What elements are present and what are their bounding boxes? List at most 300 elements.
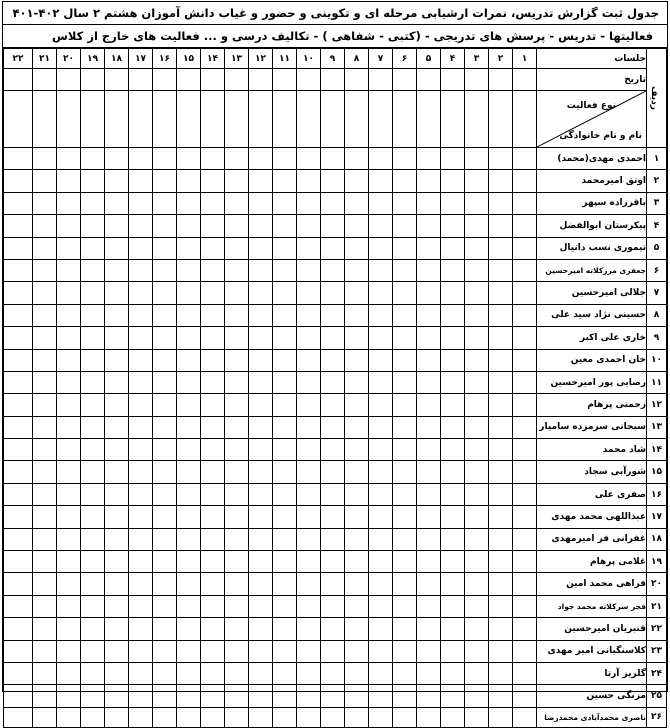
student-6-session-22-cell[interactable] xyxy=(4,259,33,281)
student-26-session-4-cell[interactable] xyxy=(441,707,465,727)
student-24-session-4-cell[interactable] xyxy=(441,662,465,684)
student-21-session-9-cell[interactable] xyxy=(321,595,345,617)
student-22-session-10-cell[interactable] xyxy=(297,618,321,640)
student-2-session-10-cell[interactable] xyxy=(297,170,321,192)
student-13-session-8-cell[interactable] xyxy=(345,416,369,438)
student-8-session-18-cell[interactable] xyxy=(105,304,129,326)
student-13-session-17-cell[interactable] xyxy=(129,416,153,438)
student-18-session-8-cell[interactable] xyxy=(345,528,369,550)
date-session-14-cell[interactable] xyxy=(201,69,225,91)
student-2-session-9-cell[interactable] xyxy=(321,170,345,192)
student-2-session-11-cell[interactable] xyxy=(273,170,297,192)
student-10-session-2-cell[interactable] xyxy=(489,349,513,371)
student-4-session-12-cell[interactable] xyxy=(249,215,273,237)
student-22-session-5-cell[interactable] xyxy=(417,618,441,640)
student-19-session-13-cell[interactable] xyxy=(225,551,249,573)
student-2-session-1-cell[interactable] xyxy=(513,170,537,192)
student-20-session-3-cell[interactable] xyxy=(465,573,489,595)
student-7-session-8-cell[interactable] xyxy=(345,282,369,304)
student-8-session-15-cell[interactable] xyxy=(177,304,201,326)
student-14-session-21-cell[interactable] xyxy=(33,439,57,461)
student-8-session-19-cell[interactable] xyxy=(81,304,105,326)
student-24-session-9-cell[interactable] xyxy=(321,662,345,684)
student-4-session-2-cell[interactable] xyxy=(489,215,513,237)
student-6-session-6-cell[interactable] xyxy=(393,259,417,281)
student-19-session-7-cell[interactable] xyxy=(369,551,393,573)
student-9-session-3-cell[interactable] xyxy=(465,327,489,349)
student-11-session-12-cell[interactable] xyxy=(249,371,273,393)
student-13-session-5-cell[interactable] xyxy=(417,416,441,438)
student-6-session-17-cell[interactable] xyxy=(129,259,153,281)
student-1-session-7-cell[interactable] xyxy=(369,148,393,170)
student-21-session-21-cell[interactable] xyxy=(33,595,57,617)
student-22-session-4-cell[interactable] xyxy=(441,618,465,640)
student-20-session-17-cell[interactable] xyxy=(129,573,153,595)
student-5-session-12-cell[interactable] xyxy=(249,237,273,259)
date-session-11-cell[interactable] xyxy=(273,69,297,91)
student-11-session-13-cell[interactable] xyxy=(225,371,249,393)
student-3-session-9-cell[interactable] xyxy=(321,192,345,214)
student-23-session-8-cell[interactable] xyxy=(345,640,369,662)
student-26-session-3-cell[interactable] xyxy=(465,707,489,727)
student-5-session-16-cell[interactable] xyxy=(153,237,177,259)
student-14-session-15-cell[interactable] xyxy=(177,439,201,461)
student-18-session-15-cell[interactable] xyxy=(177,528,201,550)
student-24-session-2-cell[interactable] xyxy=(489,662,513,684)
student-22-session-1-cell[interactable] xyxy=(513,618,537,640)
student-23-session-10-cell[interactable] xyxy=(297,640,321,662)
student-18-session-9-cell[interactable] xyxy=(321,528,345,550)
student-12-session-9-cell[interactable] xyxy=(321,394,345,416)
student-8-session-16-cell[interactable] xyxy=(153,304,177,326)
student-1-session-2-cell[interactable] xyxy=(489,148,513,170)
student-5-session-5-cell[interactable] xyxy=(417,237,441,259)
student-8-session-9-cell[interactable] xyxy=(321,304,345,326)
student-6-session-9-cell[interactable] xyxy=(321,259,345,281)
student-9-session-19-cell[interactable] xyxy=(81,327,105,349)
student-17-session-5-cell[interactable] xyxy=(417,506,441,528)
student-14-session-14-cell[interactable] xyxy=(201,439,225,461)
student-4-session-3-cell[interactable] xyxy=(465,215,489,237)
student-14-session-12-cell[interactable] xyxy=(249,439,273,461)
student-15-session-10-cell[interactable] xyxy=(297,461,321,483)
student-15-session-8-cell[interactable] xyxy=(345,461,369,483)
student-18-session-13-cell[interactable] xyxy=(225,528,249,550)
student-22-session-22-cell[interactable] xyxy=(4,618,33,640)
student-12-session-2-cell[interactable] xyxy=(489,394,513,416)
student-7-session-19-cell[interactable] xyxy=(81,282,105,304)
student-5-session-9-cell[interactable] xyxy=(321,237,345,259)
student-21-session-1-cell[interactable] xyxy=(513,595,537,617)
student-8-session-6-cell[interactable] xyxy=(393,304,417,326)
student-4-session-5-cell[interactable] xyxy=(417,215,441,237)
student-25-session-6-cell[interactable] xyxy=(393,685,417,707)
student-7-session-13-cell[interactable] xyxy=(225,282,249,304)
student-19-session-11-cell[interactable] xyxy=(273,551,297,573)
student-12-session-1-cell[interactable] xyxy=(513,394,537,416)
student-18-session-6-cell[interactable] xyxy=(393,528,417,550)
date-session-18-cell[interactable] xyxy=(105,69,129,91)
student-10-session-5-cell[interactable] xyxy=(417,349,441,371)
student-24-session-20-cell[interactable] xyxy=(57,662,81,684)
student-17-session-3-cell[interactable] xyxy=(465,506,489,528)
date-session-5-cell[interactable] xyxy=(417,69,441,91)
student-25-session-7-cell[interactable] xyxy=(369,685,393,707)
student-16-session-16-cell[interactable] xyxy=(153,483,177,505)
student-16-session-15-cell[interactable] xyxy=(177,483,201,505)
student-10-session-8-cell[interactable] xyxy=(345,349,369,371)
student-5-session-10-cell[interactable] xyxy=(297,237,321,259)
student-26-session-5-cell[interactable] xyxy=(417,707,441,727)
student-25-session-17-cell[interactable] xyxy=(129,685,153,707)
student-1-session-14-cell[interactable] xyxy=(201,148,225,170)
student-4-session-15-cell[interactable] xyxy=(177,215,201,237)
student-15-session-20-cell[interactable] xyxy=(57,461,81,483)
student-23-session-11-cell[interactable] xyxy=(273,640,297,662)
student-20-session-2-cell[interactable] xyxy=(489,573,513,595)
student-5-session-8-cell[interactable] xyxy=(345,237,369,259)
student-2-session-2-cell[interactable] xyxy=(489,170,513,192)
student-21-session-18-cell[interactable] xyxy=(105,595,129,617)
student-22-session-13-cell[interactable] xyxy=(225,618,249,640)
student-10-session-6-cell[interactable] xyxy=(393,349,417,371)
student-4-session-14-cell[interactable] xyxy=(201,215,225,237)
student-25-session-21-cell[interactable] xyxy=(33,685,57,707)
activity-type-session-2-cell[interactable] xyxy=(489,91,513,148)
student-3-session-10-cell[interactable] xyxy=(297,192,321,214)
student-25-session-9-cell[interactable] xyxy=(321,685,345,707)
student-20-session-6-cell[interactable] xyxy=(393,573,417,595)
student-8-session-7-cell[interactable] xyxy=(369,304,393,326)
student-5-session-3-cell[interactable] xyxy=(465,237,489,259)
activity-type-session-18-cell[interactable] xyxy=(105,91,129,148)
student-20-session-9-cell[interactable] xyxy=(321,573,345,595)
student-1-session-17-cell[interactable] xyxy=(129,148,153,170)
student-8-session-20-cell[interactable] xyxy=(57,304,81,326)
student-2-session-17-cell[interactable] xyxy=(129,170,153,192)
student-1-session-16-cell[interactable] xyxy=(153,148,177,170)
student-8-session-5-cell[interactable] xyxy=(417,304,441,326)
student-16-session-7-cell[interactable] xyxy=(369,483,393,505)
student-21-session-13-cell[interactable] xyxy=(225,595,249,617)
student-8-session-4-cell[interactable] xyxy=(441,304,465,326)
student-9-session-16-cell[interactable] xyxy=(153,327,177,349)
student-13-session-1-cell[interactable] xyxy=(513,416,537,438)
student-19-session-14-cell[interactable] xyxy=(201,551,225,573)
student-4-session-22-cell[interactable] xyxy=(4,215,33,237)
student-26-session-1-cell[interactable] xyxy=(513,707,537,727)
student-9-session-13-cell[interactable] xyxy=(225,327,249,349)
date-session-20-cell[interactable] xyxy=(57,69,81,91)
student-17-session-2-cell[interactable] xyxy=(489,506,513,528)
student-24-session-5-cell[interactable] xyxy=(417,662,441,684)
student-6-session-8-cell[interactable] xyxy=(345,259,369,281)
student-8-session-3-cell[interactable] xyxy=(465,304,489,326)
student-23-session-7-cell[interactable] xyxy=(369,640,393,662)
student-15-session-13-cell[interactable] xyxy=(225,461,249,483)
student-11-session-15-cell[interactable] xyxy=(177,371,201,393)
student-16-session-18-cell[interactable] xyxy=(105,483,129,505)
student-20-session-21-cell[interactable] xyxy=(33,573,57,595)
student-5-session-14-cell[interactable] xyxy=(201,237,225,259)
student-14-session-20-cell[interactable] xyxy=(57,439,81,461)
student-3-session-14-cell[interactable] xyxy=(201,192,225,214)
student-25-session-20-cell[interactable] xyxy=(57,685,81,707)
student-1-session-10-cell[interactable] xyxy=(297,148,321,170)
student-12-session-17-cell[interactable] xyxy=(129,394,153,416)
student-14-session-19-cell[interactable] xyxy=(81,439,105,461)
student-20-session-16-cell[interactable] xyxy=(153,573,177,595)
student-16-session-17-cell[interactable] xyxy=(129,483,153,505)
student-1-session-11-cell[interactable] xyxy=(273,148,297,170)
student-1-session-22-cell[interactable] xyxy=(4,148,33,170)
student-14-session-22-cell[interactable] xyxy=(4,439,33,461)
student-10-session-7-cell[interactable] xyxy=(369,349,393,371)
student-9-session-1-cell[interactable] xyxy=(513,327,537,349)
student-23-session-17-cell[interactable] xyxy=(129,640,153,662)
student-1-session-9-cell[interactable] xyxy=(321,148,345,170)
student-17-session-11-cell[interactable] xyxy=(273,506,297,528)
activity-type-session-8-cell[interactable] xyxy=(345,91,369,148)
student-18-session-5-cell[interactable] xyxy=(417,528,441,550)
student-17-session-4-cell[interactable] xyxy=(441,506,465,528)
student-9-session-22-cell[interactable] xyxy=(4,327,33,349)
student-18-session-20-cell[interactable] xyxy=(57,528,81,550)
student-11-session-16-cell[interactable] xyxy=(153,371,177,393)
student-16-session-3-cell[interactable] xyxy=(465,483,489,505)
student-12-session-8-cell[interactable] xyxy=(345,394,369,416)
student-23-session-5-cell[interactable] xyxy=(417,640,441,662)
student-2-session-15-cell[interactable] xyxy=(177,170,201,192)
student-2-session-14-cell[interactable] xyxy=(201,170,225,192)
student-17-session-9-cell[interactable] xyxy=(321,506,345,528)
student-25-session-12-cell[interactable] xyxy=(249,685,273,707)
student-9-session-5-cell[interactable] xyxy=(417,327,441,349)
student-14-session-13-cell[interactable] xyxy=(225,439,249,461)
student-13-session-6-cell[interactable] xyxy=(393,416,417,438)
student-26-session-13-cell[interactable] xyxy=(225,707,249,727)
student-2-session-20-cell[interactable] xyxy=(57,170,81,192)
student-1-session-20-cell[interactable] xyxy=(57,148,81,170)
student-24-session-1-cell[interactable] xyxy=(513,662,537,684)
student-2-session-19-cell[interactable] xyxy=(81,170,105,192)
student-6-session-7-cell[interactable] xyxy=(369,259,393,281)
student-21-session-19-cell[interactable] xyxy=(81,595,105,617)
student-11-session-17-cell[interactable] xyxy=(129,371,153,393)
student-19-session-16-cell[interactable] xyxy=(153,551,177,573)
student-23-session-6-cell[interactable] xyxy=(393,640,417,662)
student-9-session-10-cell[interactable] xyxy=(297,327,321,349)
date-session-9-cell[interactable] xyxy=(321,69,345,91)
student-15-session-14-cell[interactable] xyxy=(201,461,225,483)
student-18-session-4-cell[interactable] xyxy=(441,528,465,550)
activity-type-session-15-cell[interactable] xyxy=(177,91,201,148)
student-10-session-9-cell[interactable] xyxy=(321,349,345,371)
student-19-session-6-cell[interactable] xyxy=(393,551,417,573)
student-14-session-8-cell[interactable] xyxy=(345,439,369,461)
student-11-session-18-cell[interactable] xyxy=(105,371,129,393)
student-24-session-11-cell[interactable] xyxy=(273,662,297,684)
student-21-session-7-cell[interactable] xyxy=(369,595,393,617)
student-8-session-13-cell[interactable] xyxy=(225,304,249,326)
student-25-session-2-cell[interactable] xyxy=(489,685,513,707)
student-20-session-7-cell[interactable] xyxy=(369,573,393,595)
student-3-session-20-cell[interactable] xyxy=(57,192,81,214)
student-25-session-15-cell[interactable] xyxy=(177,685,201,707)
student-10-session-21-cell[interactable] xyxy=(33,349,57,371)
student-21-session-3-cell[interactable] xyxy=(465,595,489,617)
student-23-session-3-cell[interactable] xyxy=(465,640,489,662)
activity-type-session-1-cell[interactable] xyxy=(513,91,537,148)
student-18-session-22-cell[interactable] xyxy=(4,528,33,550)
activity-type-session-22-cell[interactable] xyxy=(4,91,33,148)
student-20-session-18-cell[interactable] xyxy=(105,573,129,595)
student-11-session-20-cell[interactable] xyxy=(57,371,81,393)
student-13-session-4-cell[interactable] xyxy=(441,416,465,438)
date-session-4-cell[interactable] xyxy=(441,69,465,91)
student-18-session-3-cell[interactable] xyxy=(465,528,489,550)
date-session-6-cell[interactable] xyxy=(393,69,417,91)
student-13-session-10-cell[interactable] xyxy=(297,416,321,438)
student-12-session-7-cell[interactable] xyxy=(369,394,393,416)
student-16-session-20-cell[interactable] xyxy=(57,483,81,505)
student-21-session-5-cell[interactable] xyxy=(417,595,441,617)
student-17-session-1-cell[interactable] xyxy=(513,506,537,528)
student-15-session-21-cell[interactable] xyxy=(33,461,57,483)
student-15-session-19-cell[interactable] xyxy=(81,461,105,483)
student-15-session-6-cell[interactable] xyxy=(393,461,417,483)
student-15-session-12-cell[interactable] xyxy=(249,461,273,483)
student-9-session-11-cell[interactable] xyxy=(273,327,297,349)
student-22-session-20-cell[interactable] xyxy=(57,618,81,640)
student-12-session-22-cell[interactable] xyxy=(4,394,33,416)
student-8-session-22-cell[interactable] xyxy=(4,304,33,326)
student-3-session-13-cell[interactable] xyxy=(225,192,249,214)
student-24-session-12-cell[interactable] xyxy=(249,662,273,684)
student-7-session-10-cell[interactable] xyxy=(297,282,321,304)
student-9-session-20-cell[interactable] xyxy=(57,327,81,349)
student-6-session-14-cell[interactable] xyxy=(201,259,225,281)
student-10-session-17-cell[interactable] xyxy=(129,349,153,371)
student-8-session-17-cell[interactable] xyxy=(129,304,153,326)
student-10-session-14-cell[interactable] xyxy=(201,349,225,371)
student-2-session-22-cell[interactable] xyxy=(4,170,33,192)
student-5-session-6-cell[interactable] xyxy=(393,237,417,259)
student-17-session-7-cell[interactable] xyxy=(369,506,393,528)
student-13-session-18-cell[interactable] xyxy=(105,416,129,438)
student-14-session-18-cell[interactable] xyxy=(105,439,129,461)
student-2-session-18-cell[interactable] xyxy=(105,170,129,192)
student-20-session-1-cell[interactable] xyxy=(513,573,537,595)
student-10-session-11-cell[interactable] xyxy=(273,349,297,371)
student-18-session-21-cell[interactable] xyxy=(33,528,57,550)
student-2-session-4-cell[interactable] xyxy=(441,170,465,192)
student-24-session-13-cell[interactable] xyxy=(225,662,249,684)
student-6-session-15-cell[interactable] xyxy=(177,259,201,281)
student-11-session-8-cell[interactable] xyxy=(345,371,369,393)
student-15-session-11-cell[interactable] xyxy=(273,461,297,483)
student-8-session-10-cell[interactable] xyxy=(297,304,321,326)
student-12-session-5-cell[interactable] xyxy=(417,394,441,416)
student-17-session-19-cell[interactable] xyxy=(81,506,105,528)
student-21-session-16-cell[interactable] xyxy=(153,595,177,617)
student-10-session-12-cell[interactable] xyxy=(249,349,273,371)
student-23-session-14-cell[interactable] xyxy=(201,640,225,662)
student-6-session-3-cell[interactable] xyxy=(465,259,489,281)
student-21-session-11-cell[interactable] xyxy=(273,595,297,617)
student-26-session-6-cell[interactable] xyxy=(393,707,417,727)
student-25-session-11-cell[interactable] xyxy=(273,685,297,707)
student-15-session-16-cell[interactable] xyxy=(153,461,177,483)
student-12-session-12-cell[interactable] xyxy=(249,394,273,416)
student-15-session-22-cell[interactable] xyxy=(4,461,33,483)
student-6-session-1-cell[interactable] xyxy=(513,259,537,281)
student-18-session-17-cell[interactable] xyxy=(129,528,153,550)
student-19-session-10-cell[interactable] xyxy=(297,551,321,573)
student-8-session-8-cell[interactable] xyxy=(345,304,369,326)
student-15-session-17-cell[interactable] xyxy=(129,461,153,483)
student-16-session-13-cell[interactable] xyxy=(225,483,249,505)
student-7-session-2-cell[interactable] xyxy=(489,282,513,304)
student-26-session-20-cell[interactable] xyxy=(57,707,81,727)
student-26-session-9-cell[interactable] xyxy=(321,707,345,727)
student-5-session-13-cell[interactable] xyxy=(225,237,249,259)
student-14-session-3-cell[interactable] xyxy=(465,439,489,461)
student-17-session-20-cell[interactable] xyxy=(57,506,81,528)
student-25-session-22-cell[interactable] xyxy=(4,685,33,707)
student-5-session-17-cell[interactable] xyxy=(129,237,153,259)
student-3-session-2-cell[interactable] xyxy=(489,192,513,214)
date-session-3-cell[interactable] xyxy=(465,69,489,91)
student-13-session-16-cell[interactable] xyxy=(153,416,177,438)
student-26-session-11-cell[interactable] xyxy=(273,707,297,727)
student-17-session-8-cell[interactable] xyxy=(345,506,369,528)
student-19-session-12-cell[interactable] xyxy=(249,551,273,573)
date-session-7-cell[interactable] xyxy=(369,69,393,91)
student-19-session-2-cell[interactable] xyxy=(489,551,513,573)
student-24-session-3-cell[interactable] xyxy=(465,662,489,684)
student-12-session-11-cell[interactable] xyxy=(273,394,297,416)
student-26-session-18-cell[interactable] xyxy=(105,707,129,727)
student-7-session-9-cell[interactable] xyxy=(321,282,345,304)
student-1-session-3-cell[interactable] xyxy=(465,148,489,170)
student-24-session-16-cell[interactable] xyxy=(153,662,177,684)
student-4-session-17-cell[interactable] xyxy=(129,215,153,237)
student-6-session-13-cell[interactable] xyxy=(225,259,249,281)
student-15-session-3-cell[interactable] xyxy=(465,461,489,483)
student-23-session-18-cell[interactable] xyxy=(105,640,129,662)
student-19-session-15-cell[interactable] xyxy=(177,551,201,573)
student-2-session-3-cell[interactable] xyxy=(465,170,489,192)
student-24-session-18-cell[interactable] xyxy=(105,662,129,684)
student-10-session-3-cell[interactable] xyxy=(465,349,489,371)
student-18-session-11-cell[interactable] xyxy=(273,528,297,550)
student-1-session-21-cell[interactable] xyxy=(33,148,57,170)
student-20-session-10-cell[interactable] xyxy=(297,573,321,595)
student-20-session-20-cell[interactable] xyxy=(57,573,81,595)
student-8-session-2-cell[interactable] xyxy=(489,304,513,326)
student-3-session-8-cell[interactable] xyxy=(345,192,369,214)
date-session-16-cell[interactable] xyxy=(153,69,177,91)
student-7-session-17-cell[interactable] xyxy=(129,282,153,304)
student-19-session-22-cell[interactable] xyxy=(4,551,33,573)
activity-type-session-21-cell[interactable] xyxy=(33,91,57,148)
student-9-session-2-cell[interactable] xyxy=(489,327,513,349)
date-session-2-cell[interactable] xyxy=(489,69,513,91)
student-15-session-9-cell[interactable] xyxy=(321,461,345,483)
student-24-session-8-cell[interactable] xyxy=(345,662,369,684)
student-15-session-5-cell[interactable] xyxy=(417,461,441,483)
